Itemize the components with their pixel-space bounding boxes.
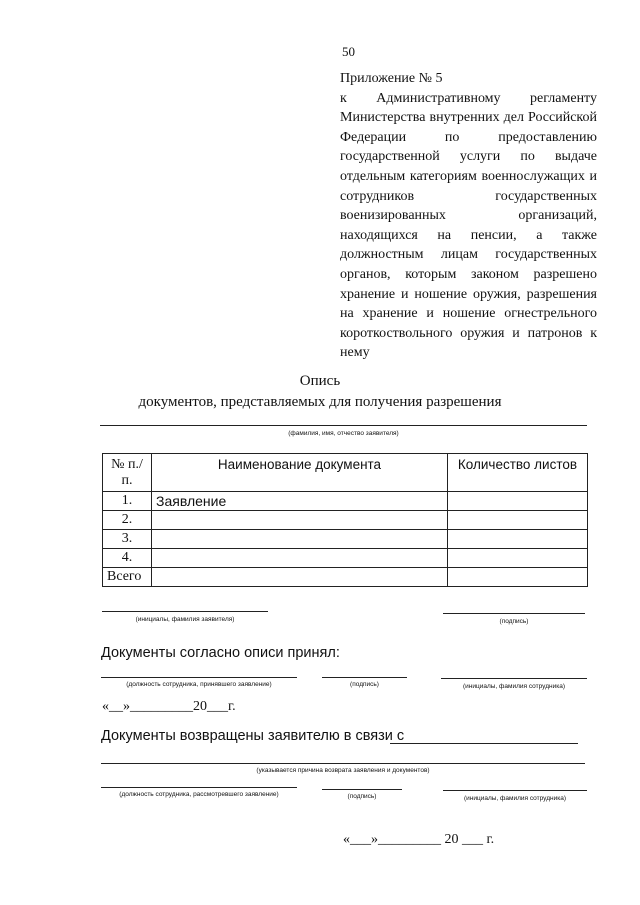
applicant-signature-hint: (подпись) — [499, 618, 529, 625]
appendix-body: к Административному регламенту Министерства внутренних дел Российской Федерации по предоставлению государственной услуги по выдаче отдельным категориям военнослужащих и сотрудников государственных военизированных организаций, находящихся на пенсии, а также должностным лицам государственных органов, которым законом разрешено хранение и ношение оружия, разрешения на хранение и ношение огнестрельного короткоствольного оружия и патронов к нему — [340, 90, 597, 361]
row-document-name[interactable] — [152, 549, 448, 568]
returned-statement: Документы возвращены заявителю в связи с — [101, 728, 405, 744]
table-row — [103, 530, 588, 549]
row-number: 4. — [103, 549, 152, 568]
appendix-header — [340, 69, 597, 363]
header-number: № п./п. — [103, 454, 152, 492]
accepted-date[interactable]: «__»_________20___г. — [102, 699, 236, 714]
documents-table — [102, 453, 588, 587]
applicant-name-hint: (фамилия, имя, отчество заявителя) — [288, 430, 399, 437]
accepted-initials-hint: (инициалы, фамилия сотрудника) — [462, 683, 565, 690]
row-document-name[interactable] — [152, 511, 448, 530]
row-document-name[interactable] — [152, 530, 448, 549]
returned-date[interactable]: «___»_________ 20 ___ г. — [343, 832, 495, 847]
accepted-statement: Документы согласно описи принял: — [101, 645, 340, 661]
returned-initials-line[interactable] — [443, 790, 587, 791]
returned-position-line[interactable] — [101, 787, 297, 788]
applicant-name-line[interactable] — [100, 425, 587, 426]
inventory-title: Опись — [299, 373, 341, 389]
returned-initials-hint: (инициалы, фамилия сотрудника) — [463, 795, 566, 802]
total-page-count[interactable] — [448, 568, 588, 587]
row-page-count[interactable] — [448, 511, 588, 530]
page-number: 50 — [342, 44, 355, 59]
row-number: 2. — [103, 511, 152, 530]
accepted-signature-line[interactable] — [322, 677, 407, 678]
total-document-name[interactable] — [152, 568, 448, 587]
applicant-initials-line[interactable] — [102, 611, 268, 612]
accepted-position-line[interactable] — [101, 677, 297, 678]
returned-reason-line[interactable] — [390, 743, 578, 744]
row-number: 1. — [103, 492, 152, 511]
applicant-initials-hint: (инициалы, фамилия заявителя) — [135, 616, 235, 623]
returned-signature-line[interactable] — [322, 789, 402, 790]
accepted-position-hint: (должность сотрудника, принявшего заявление) — [126, 681, 272, 688]
returned-position-hint: (должность сотрудника, рассмотревшего заявление) — [119, 791, 279, 798]
table-row — [103, 511, 588, 530]
row-document-name[interactable]: Заявление — [152, 492, 448, 511]
table-row — [103, 492, 588, 511]
row-page-count[interactable] — [448, 530, 588, 549]
accepted-signature-hint: (подпись) — [350, 681, 379, 688]
table-header-row — [103, 454, 588, 492]
row-page-count[interactable] — [448, 492, 588, 511]
accepted-initials-line[interactable] — [441, 678, 587, 679]
returned-signature-hint: (подпись) — [347, 793, 377, 800]
applicant-signature-line[interactable] — [443, 613, 585, 614]
table-total-row — [103, 568, 588, 587]
returned-reason-hint: (указывается причина возврата заявления и документов) — [256, 767, 430, 774]
inventory-subtitle: документов, представляемых для получения разрешения — [138, 394, 502, 410]
row-number: 3. — [103, 530, 152, 549]
appendix-title: Приложение № 5 — [340, 71, 443, 86]
row-page-count[interactable] — [448, 549, 588, 568]
header-page-count: Количество листов — [448, 454, 588, 492]
total-label: Всего — [103, 568, 152, 587]
returned-reason-line-2[interactable] — [101, 763, 585, 764]
header-document-name: Наименование документа — [152, 454, 448, 492]
table-row — [103, 549, 588, 568]
